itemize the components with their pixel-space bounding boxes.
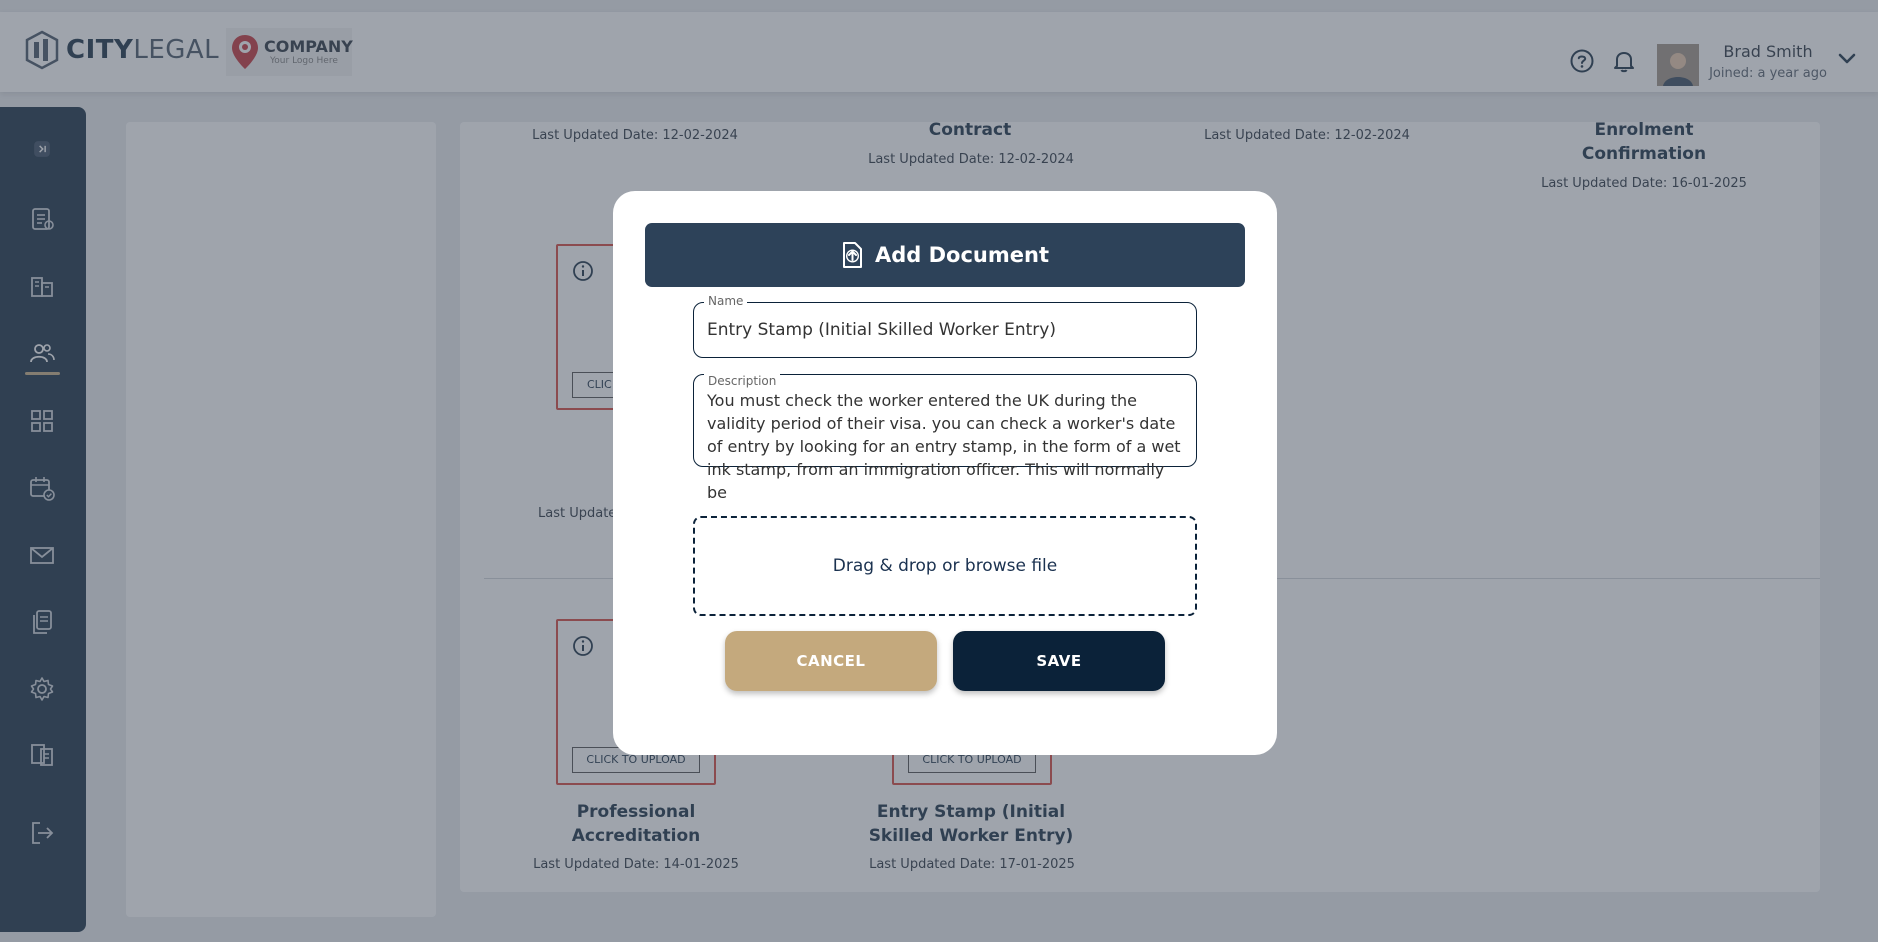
file-dropzone[interactable] xyxy=(693,516,1197,616)
name-field[interactable] xyxy=(693,294,1197,358)
modal-header xyxy=(645,223,1245,287)
file-upload-icon xyxy=(841,242,863,268)
add-document-modal xyxy=(613,191,1277,755)
description-field[interactable] xyxy=(693,374,1197,502)
save-button[interactable]: SAVE xyxy=(953,631,1165,691)
dropzone-text: Drag & drop or browse file xyxy=(832,556,1058,576)
modal-title: Add Document xyxy=(875,243,1049,267)
description-label: Description xyxy=(704,374,780,388)
cancel-button[interactable]: CANCEL xyxy=(725,631,937,691)
name-label: Name xyxy=(704,294,747,308)
name-input[interactable]: Entry Stamp (Initial Skilled Worker Entry) xyxy=(707,320,1056,340)
description-textarea[interactable]: You must check the worker entered the UK during the validity period of their visa. you can check a worker's date of entry by looking for an entry stamp, in the form of a wet ink stamp, from an immigration officer. This will normally be xyxy=(707,391,1181,502)
